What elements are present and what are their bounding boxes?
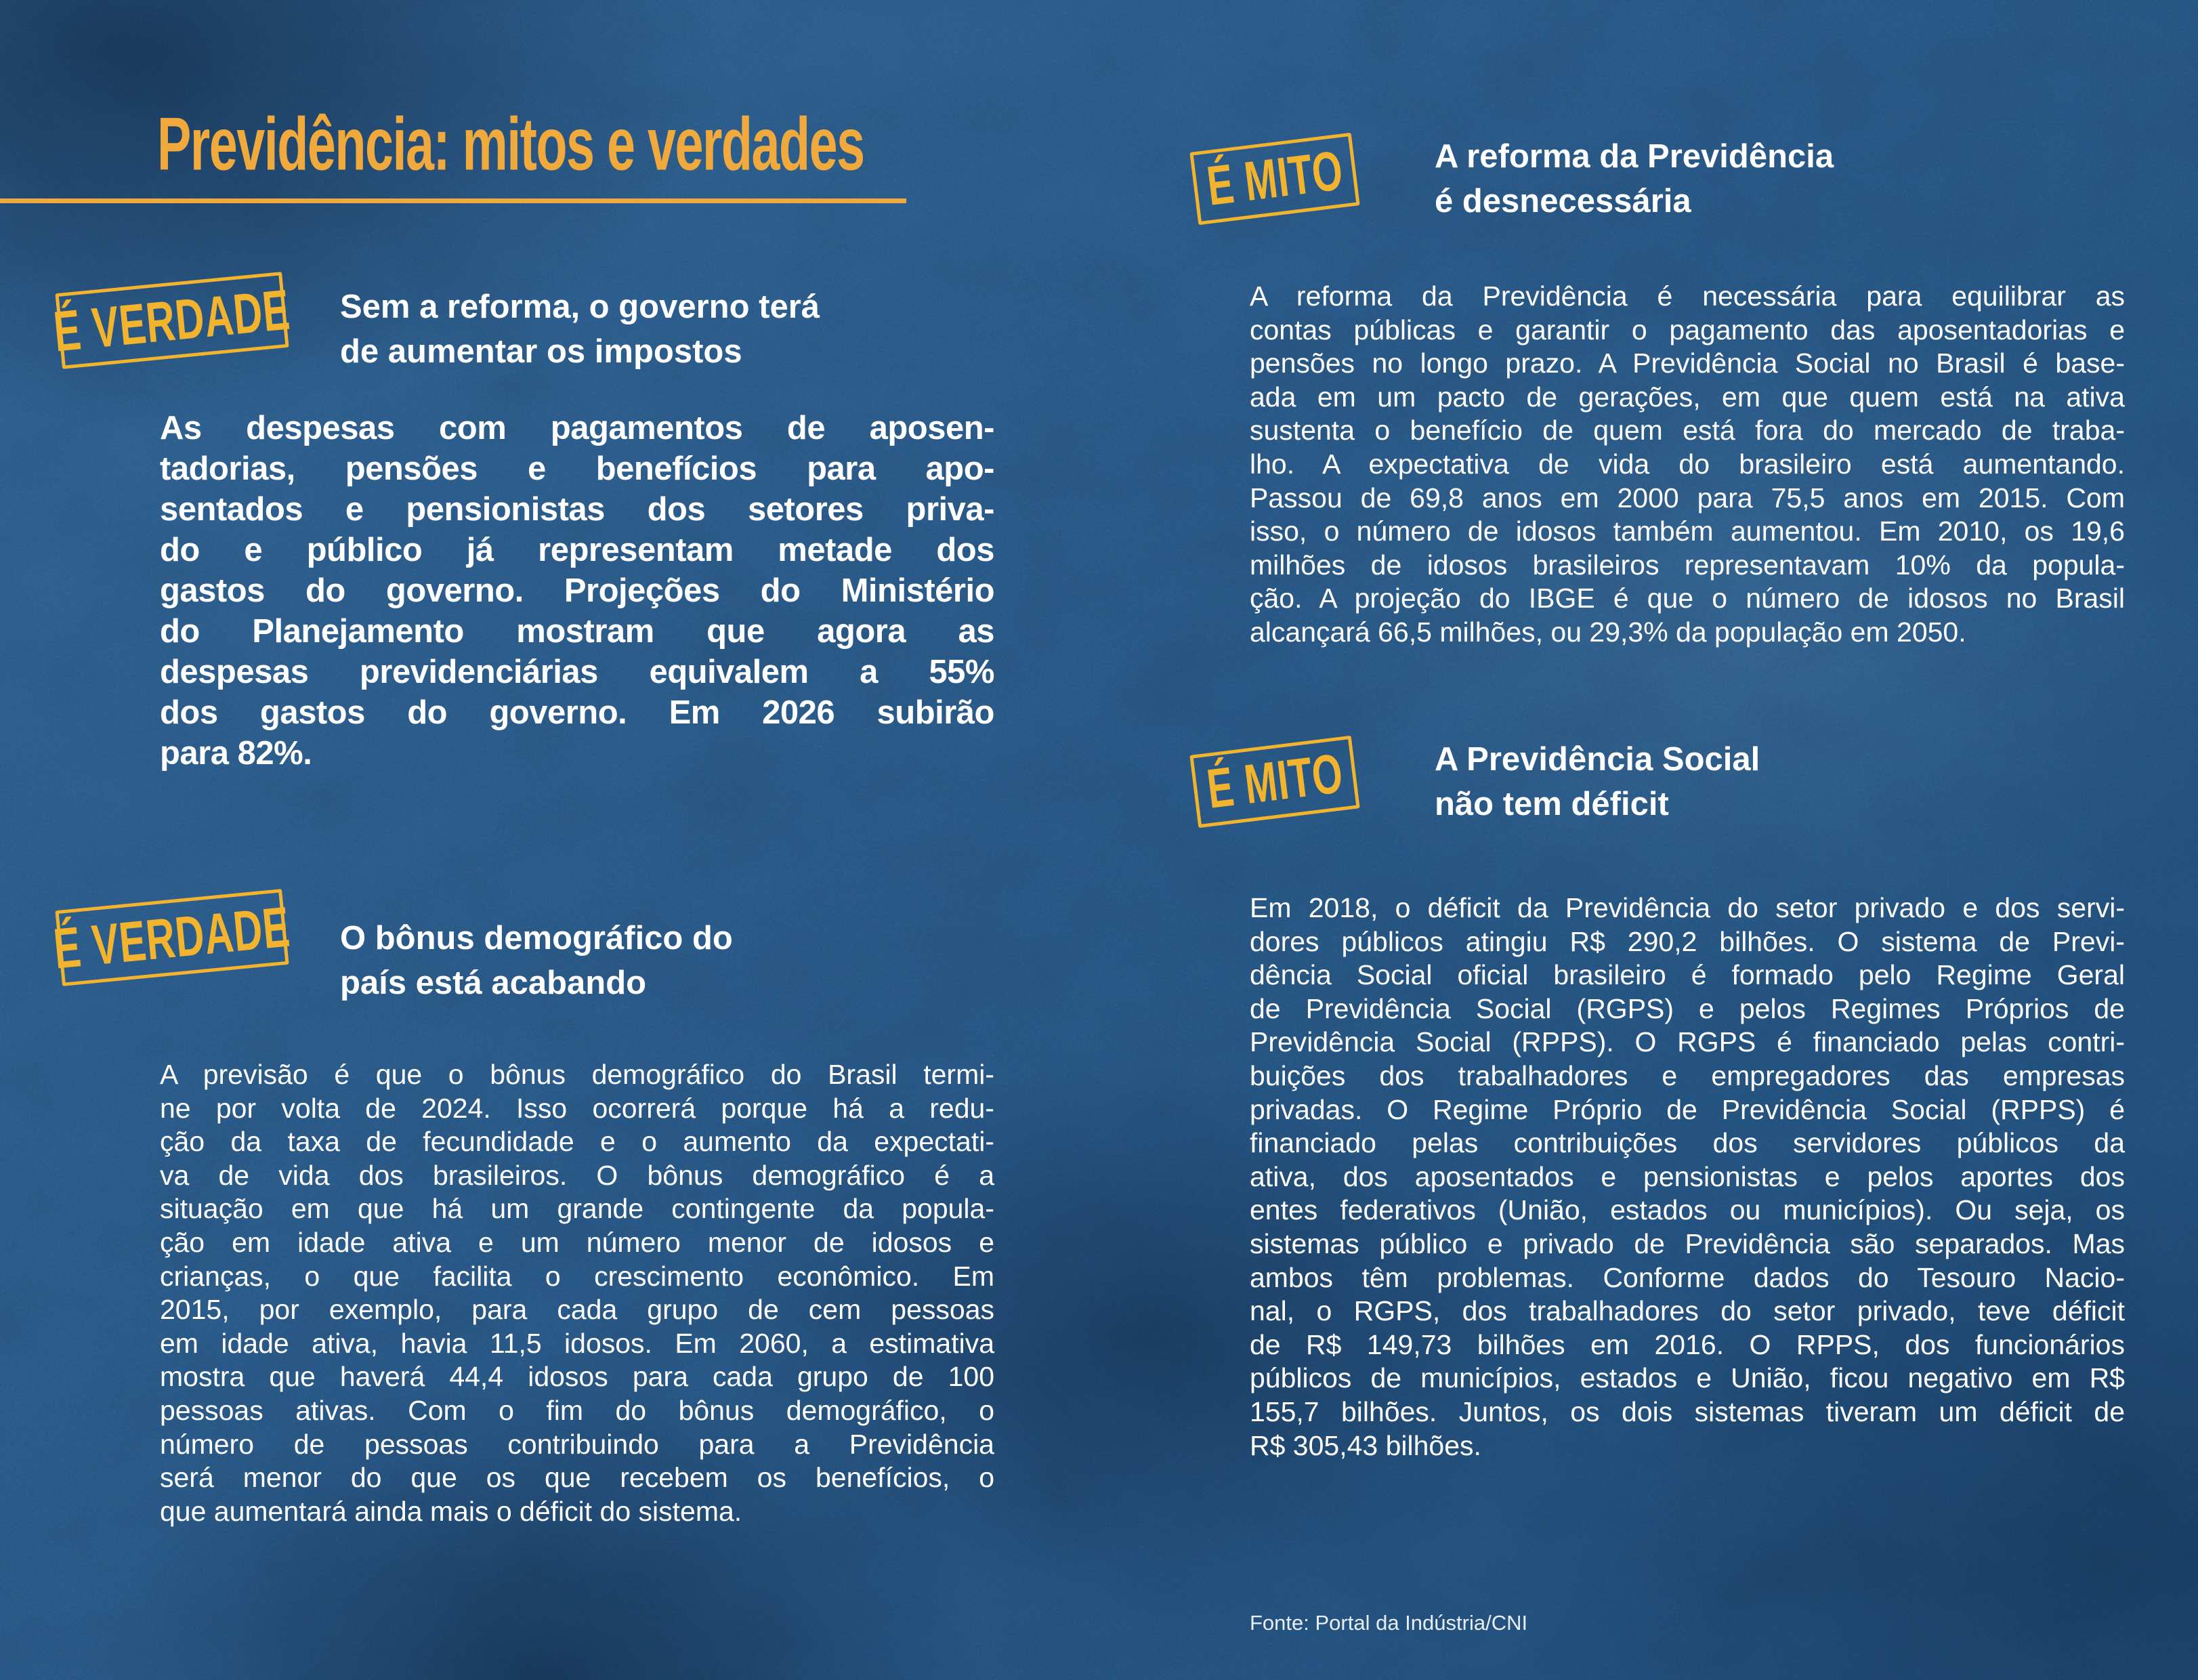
text-line: dores públicos atingiu R$ 290,2 bilhões. O sistema de Previ- <box>1250 925 2125 957</box>
text-line: pessoas ativas. Com o fim do bônus demográfico, o <box>160 1394 994 1426</box>
stamp-e-mito-2-label: É MITO <box>1203 742 1347 820</box>
text-line: alcançará 66,5 milhões, ou 29,3% da população em 2050. <box>1250 616 1966 648</box>
paragraph-myth-2 <box>1250 891 2125 1463</box>
text-line: mostra que haverá 44,4 idosos para cada grupo de 100 <box>160 1361 994 1393</box>
paragraph-myth-1 <box>1250 280 2125 650</box>
text-line: Passou de 69,8 anos em 2000 para 75,5 anos em 2015. Com <box>1250 482 2125 513</box>
text-line: A reforma da Previdência é necessária para equilibrar as <box>1250 280 2125 312</box>
paragraph-truth-1 <box>160 408 994 774</box>
text-line: Em 2018, o déficit da Previdência do setor privado e dos servi- <box>1250 892 2125 923</box>
text-line: sistemas público e privado de Previdência são separados. Mas <box>1250 1227 2125 1259</box>
text-line: isso, o número de idosos também aumentou. Em 2010, os 19,6 <box>1250 516 2125 547</box>
text-line: não tem déficit <box>1435 786 1669 822</box>
text-line: é desnecessária <box>1435 183 1691 219</box>
text-line: A previsão é que o bônus demográfico do Brasil termi- <box>160 1059 994 1090</box>
text-line: em idade ativa, havia 11,5 idosos. Em 2060, a estimativa <box>160 1327 994 1359</box>
text-line: entes federativos (União, estados ou municípios). Ou seja, os <box>1250 1194 2125 1226</box>
text-line: financiado pelas contribuições dos servidores públicos da <box>1250 1127 2125 1159</box>
heading-truth-2 <box>340 916 923 1005</box>
text-line: milhões de idosos brasileiros representavam 10% da popula- <box>1250 549 2125 581</box>
text-line: ne por volta de 2024. Isso ocorrerá porque há a redu- <box>160 1092 994 1124</box>
text-line: privadas. O Regime Próprio de Previdência Social (RPPS) é <box>1250 1093 2125 1125</box>
text-line: va de vida dos brasileiros. O bônus demográfico é a <box>160 1159 994 1191</box>
text-line: do e público já representam metade dos <box>160 532 994 568</box>
text-line: pensões no longo prazo. A Previdência Social no Brasil é base- <box>1250 348 2125 379</box>
text-line: buições dos trabalhadores e empregadores das empresas <box>1250 1059 2125 1091</box>
heading-myth-2 <box>1435 737 2044 826</box>
text-line: sentados e pensionistas dos setores priva- <box>160 491 994 528</box>
text-line: nal, o RGPS, dos trabalhadores do setor privado, teve déficit <box>1250 1295 2125 1327</box>
text-line: gastos do governo. Projeções do Ministério <box>160 572 994 609</box>
text-line: ção. A projeção do IBGE é que o número de idosos no Brasil <box>1250 583 2125 614</box>
text-line: A Previdência Social <box>1435 741 1760 778</box>
text-line: lho. A expectativa de vida do brasileiro está aumentando. <box>1250 448 2125 480</box>
text-line: crianças, o que facilita o crescimento econômico. Em <box>160 1260 994 1292</box>
text-line: número de pessoas contribuindo para a Previdência <box>160 1428 994 1460</box>
text-line: ambos têm problemas. Conforme dados do Tesouro Nacio- <box>1250 1261 2125 1293</box>
text-line: do Planejamento mostram que agora as <box>160 613 994 650</box>
page-title <box>157 102 1112 186</box>
text-line: contas públicas e garantir o pagamento das aposentadorias e <box>1250 314 2125 345</box>
text-line: de aumentar os impostos <box>340 333 742 370</box>
text-line: de R$ 149,73 bilhões em 2016. O RPPS, dos funcionários <box>1250 1328 2125 1360</box>
text-line: para 82%. <box>160 735 312 772</box>
text-line: país está acabando <box>340 965 647 1001</box>
title-underline <box>0 198 906 203</box>
text-line: dência Social oficial brasileiro é formado pelo Regime Geral <box>1250 959 2125 991</box>
stamp-e-verdade-2-label: É VERDADE <box>51 894 293 981</box>
text-line: O bônus demográfico do <box>340 920 733 957</box>
text-line: Previdência Social (RPPS). O RGPS é financiado pelas contri- <box>1250 1026 2125 1058</box>
stamp-e-mito-2 <box>1189 736 1359 828</box>
text-line: As despesas com pagamentos de aposen- <box>160 410 994 446</box>
stamp-e-verdade-2 <box>51 889 293 986</box>
heading-truth-1 <box>340 285 923 374</box>
text-line: situação em que há um grande contingente da popula- <box>160 1193 994 1225</box>
text-line: A reforma da Previdência <box>1435 138 1834 175</box>
text-line: ativa, dos aposentados e pensionistas e pelos aportes dos <box>1250 1160 2125 1192</box>
page-title-text: Previdência: mitos e verdades <box>157 102 864 186</box>
text-line: será menor do que os que recebem os benefícios, o <box>160 1462 994 1494</box>
text-line: sustenta o benefício de quem está fora do mercado de traba- <box>1250 415 2125 446</box>
text-line: 155,7 bilhões. Juntos, os dois sistemas tiveram um déficit de <box>1250 1395 2125 1427</box>
stamp-e-mito-1-label: É MITO <box>1203 140 1347 217</box>
text-line: 2015, por exemplo, para cada grupo de cem pessoas <box>160 1294 994 1326</box>
stamp-e-verdade-1-label: É VERDADE <box>51 276 293 364</box>
text-line: tadorias, pensões e benefícios para apo- <box>160 450 994 487</box>
text-line: ção da taxa de fecundidade e o aumento da expectati- <box>160 1126 994 1158</box>
text-line: ada em um pacto de gerações, em que quem está na ativa <box>1250 381 2125 413</box>
stamp-e-verdade-1 <box>51 272 293 369</box>
text-line: R$ 305,43 bilhões. <box>1250 1429 1481 1461</box>
heading-myth-1 <box>1435 134 2044 224</box>
stamp-e-mito-1 <box>1189 133 1359 225</box>
text-line: Sem a reforma, o governo terá <box>340 289 820 325</box>
paragraph-truth-2 <box>160 1058 994 1528</box>
text-line: de Previdência Social (RGPS) e pelos Regimes Próprios de <box>1250 992 2125 1024</box>
text-line: ção em idade ativa e um número menor de idosos e <box>160 1226 994 1258</box>
source-note: Fonte: Portal da Indústria/CNI <box>1250 1611 1528 1635</box>
text-line: que aumentará ainda mais o déficit do sistema. <box>160 1495 742 1527</box>
text-line: despesas previdenciárias equivalem a 55% <box>160 654 994 690</box>
text-line: dos gastos do governo. Em 2026 subirão <box>160 694 994 731</box>
text-line: públicos de municípios, estados e União, ficou negativo em R$ <box>1250 1362 2125 1394</box>
